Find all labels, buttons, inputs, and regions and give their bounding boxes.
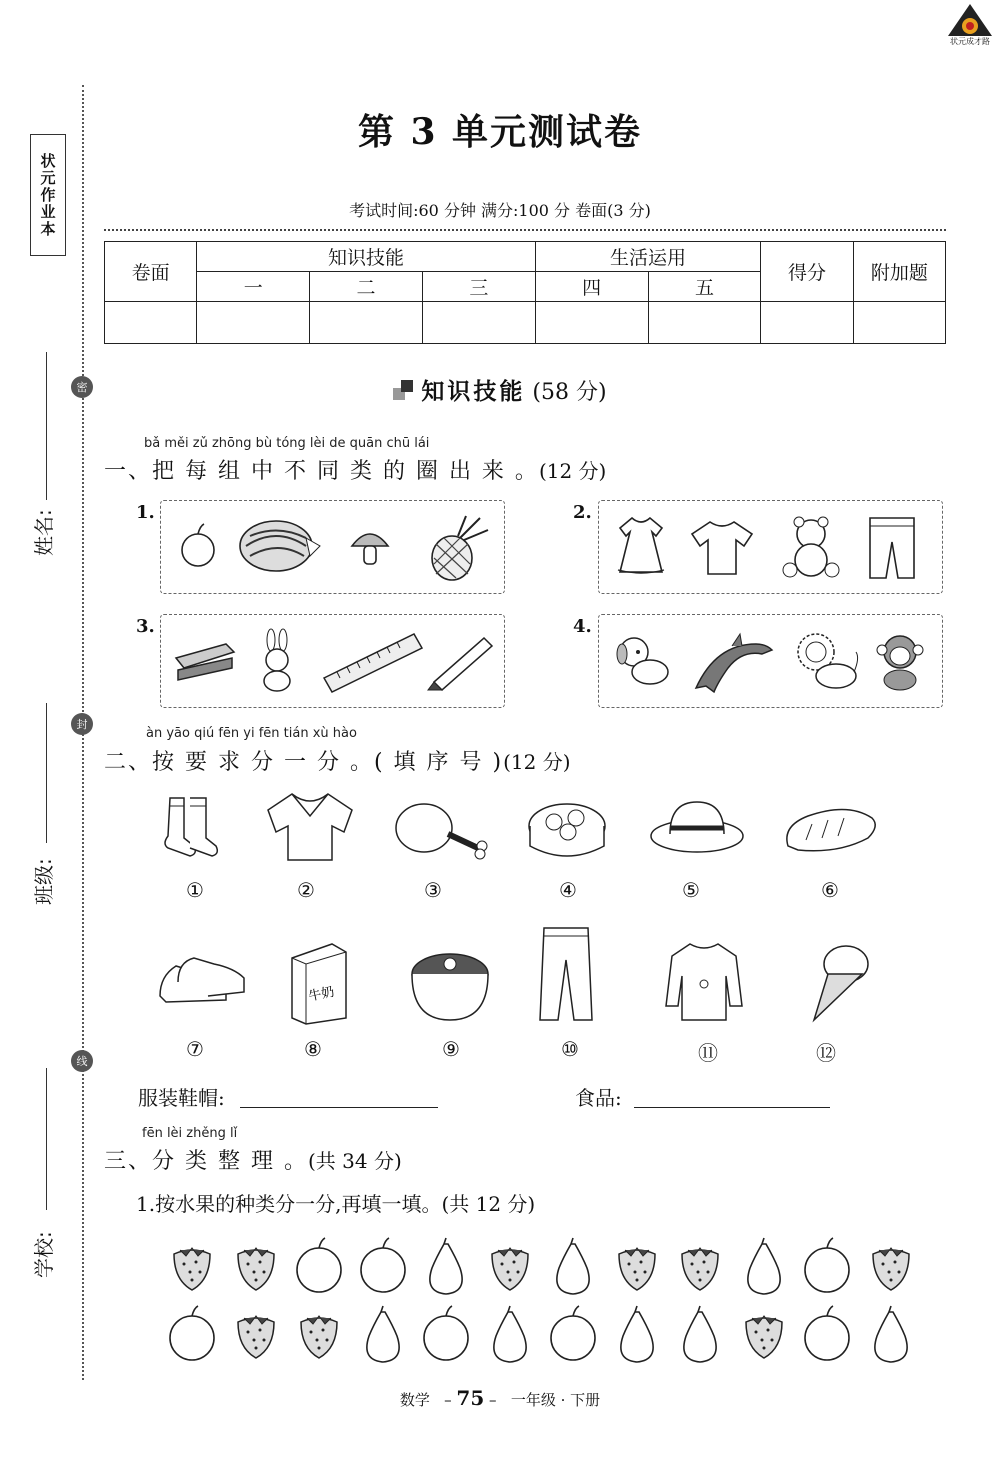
page-title: 第 3 单元测试卷	[357, 111, 643, 153]
score-table	[104, 241, 946, 344]
hat-icon[interactable]	[648, 800, 746, 858]
item-number: ④	[559, 878, 577, 902]
col-defen: 得分	[761, 242, 853, 302]
pear-icon[interactable]	[738, 1236, 790, 1296]
sailor-shirt-icon[interactable]	[262, 790, 358, 864]
school-blank[interactable]	[46, 1068, 47, 1210]
logo-text: 状元成才路	[950, 37, 990, 46]
food-answer-line[interactable]	[634, 1107, 830, 1108]
pear-icon[interactable]	[611, 1304, 663, 1364]
apple-icon[interactable]	[293, 1236, 345, 1296]
class-label: 班级:	[32, 858, 56, 905]
group-number: 1.	[136, 502, 155, 523]
milk-box-icon[interactable]	[288, 940, 350, 1026]
food-label: 食品:	[575, 1086, 622, 1110]
exam-info: 考试时间:60 分钟 满分:100 分 卷面(3 分)	[349, 201, 651, 220]
strawberry-icon[interactable]	[865, 1236, 917, 1296]
score-cell[interactable]	[853, 302, 945, 344]
shoes-icon[interactable]	[156, 956, 250, 1012]
pencil-icon[interactable]	[424, 632, 494, 692]
mushroom-icon[interactable]	[348, 524, 392, 568]
col-juanmian: 卷面	[105, 242, 197, 302]
strawberry-icon[interactable]	[484, 1236, 536, 1296]
clothing-label: 服装鞋帽:	[138, 1086, 225, 1110]
strawberry-icon[interactable]	[230, 1236, 282, 1296]
item-number: ⑤	[682, 878, 700, 902]
apple-icon[interactable]	[166, 1304, 218, 1364]
shorts-icon[interactable]	[866, 514, 918, 580]
q3-title: 三、分 类 整 理 。(共 34 分)	[104, 1149, 402, 1174]
apple-icon[interactable]	[178, 522, 222, 568]
footer-subject: 数学	[399, 1391, 430, 1409]
seal-xian: 线	[71, 1050, 93, 1072]
col-1: 一	[197, 272, 310, 302]
socks-icon[interactable]	[160, 794, 226, 860]
apple-icon[interactable]	[357, 1236, 409, 1296]
sweater-icon[interactable]	[664, 938, 744, 1024]
col-2: 二	[310, 272, 423, 302]
pear-icon[interactable]	[674, 1304, 726, 1364]
item-number: ②	[297, 878, 315, 902]
q1-title: 一、把 每 组 中 不 同 类 的 圈 出 来 。(12 分)	[104, 459, 607, 484]
tshirt-icon[interactable]	[690, 518, 752, 578]
score-cell[interactable]	[422, 302, 535, 344]
lion-icon[interactable]	[794, 628, 860, 694]
brand-label: 状元作业本	[30, 134, 66, 256]
score-cell[interactable]	[648, 302, 761, 344]
milk-label: 牛奶	[307, 984, 336, 1005]
item-number: ⑫	[816, 1041, 836, 1065]
pear-icon[interactable]	[484, 1304, 536, 1364]
puppy-icon[interactable]	[612, 630, 674, 690]
seal-mi: 密	[71, 376, 93, 398]
item-number: ⑩	[561, 1037, 579, 1061]
item-number: ⑧	[304, 1037, 322, 1061]
strawberry-icon[interactable]	[230, 1304, 282, 1364]
strawberry-icon[interactable]	[674, 1236, 726, 1296]
score-cell[interactable]	[761, 302, 853, 344]
bread-icon[interactable]	[782, 804, 878, 858]
footer-grade: 一年级 · 下册	[510, 1391, 601, 1409]
dolphin-icon[interactable]	[692, 628, 776, 694]
pear-icon[interactable]	[357, 1304, 409, 1364]
teddy-bear-icon[interactable]	[778, 514, 844, 580]
pineapple-icon[interactable]	[424, 514, 490, 582]
item-number: ①	[186, 878, 204, 902]
ruler-icon[interactable]	[320, 630, 424, 696]
steamed-buns-icon[interactable]	[524, 796, 610, 862]
group-number: 4.	[573, 616, 592, 637]
stapler-icon[interactable]	[172, 636, 238, 686]
group-number: 3.	[136, 616, 155, 637]
page-footer: 数学 – 75 – 一年级 · 下册	[399, 1386, 601, 1410]
score-cell[interactable]	[310, 302, 423, 344]
score-cell[interactable]	[197, 302, 310, 344]
strawberry-icon[interactable]	[166, 1236, 218, 1296]
apple-icon[interactable]	[801, 1304, 853, 1364]
q3-sub1: 1.按水果的种类分一分,再填一填。(共 12 分)	[136, 1192, 536, 1216]
item-number: ⑨	[442, 1037, 460, 1061]
strawberry-icon[interactable]	[611, 1236, 663, 1296]
section-score: (58 分)	[532, 380, 607, 405]
section-name: 知识技能	[421, 379, 526, 405]
ice-cream-icon[interactable]	[808, 940, 872, 1026]
monkey-icon[interactable]	[874, 630, 934, 692]
item-number: ⑦	[186, 1037, 204, 1061]
trousers-icon[interactable]	[538, 924, 596, 1026]
separator	[104, 229, 946, 231]
class-blank[interactable]	[46, 703, 47, 843]
apple-icon[interactable]	[547, 1304, 599, 1364]
item-number: ⑪	[698, 1041, 718, 1065]
seal-feng: 封	[71, 713, 93, 735]
col-group-life: 生活运用	[535, 242, 761, 272]
apple-icon[interactable]	[420, 1304, 472, 1364]
apple-icon[interactable]	[801, 1236, 853, 1296]
col-group-knowledge: 知识技能	[197, 242, 535, 272]
score-cell[interactable]	[535, 302, 648, 344]
score-cell[interactable]	[105, 302, 197, 344]
section-heading	[0, 373, 1000, 406]
pear-icon[interactable]	[420, 1236, 472, 1296]
q1-pinyin: bǎ měi zǔ zhōng bù tóng lèi de quān chū lái	[144, 436, 430, 451]
col-4: 四	[535, 272, 648, 302]
strawberry-icon[interactable]	[293, 1304, 345, 1364]
q2-pinyin: àn yāo qiú fēn yi fēn tián xù hào	[146, 726, 357, 741]
group-number: 2.	[573, 502, 592, 523]
name-label: 姓名:	[32, 509, 56, 556]
chicken-leg-icon[interactable]	[394, 800, 494, 860]
q3-pinyin: fēn lèi zhěng lǐ	[142, 1126, 238, 1141]
page-number: 75	[456, 1386, 485, 1410]
pear-icon[interactable]	[547, 1236, 599, 1296]
school-label: 学校:	[32, 1231, 56, 1278]
noodles-icon[interactable]	[408, 944, 492, 1024]
dress-icon[interactable]	[614, 514, 668, 580]
col-3: 三	[422, 272, 535, 302]
watermelon-icon[interactable]	[236, 518, 324, 574]
item-number: ⑥	[821, 878, 839, 902]
q2-title: 二、按 要 求 分 一 分 。( 填 序 号 )(12 分)	[104, 750, 571, 775]
col-5: 五	[648, 272, 761, 302]
col-fujia: 附加题	[853, 242, 945, 302]
clothing-answer-line[interactable]	[240, 1107, 438, 1108]
section-icon	[393, 380, 415, 402]
strawberry-icon[interactable]	[738, 1304, 790, 1364]
pear-icon[interactable]	[865, 1304, 917, 1364]
item-number: ③	[424, 878, 442, 902]
rabbit-toy-icon[interactable]	[256, 628, 298, 694]
